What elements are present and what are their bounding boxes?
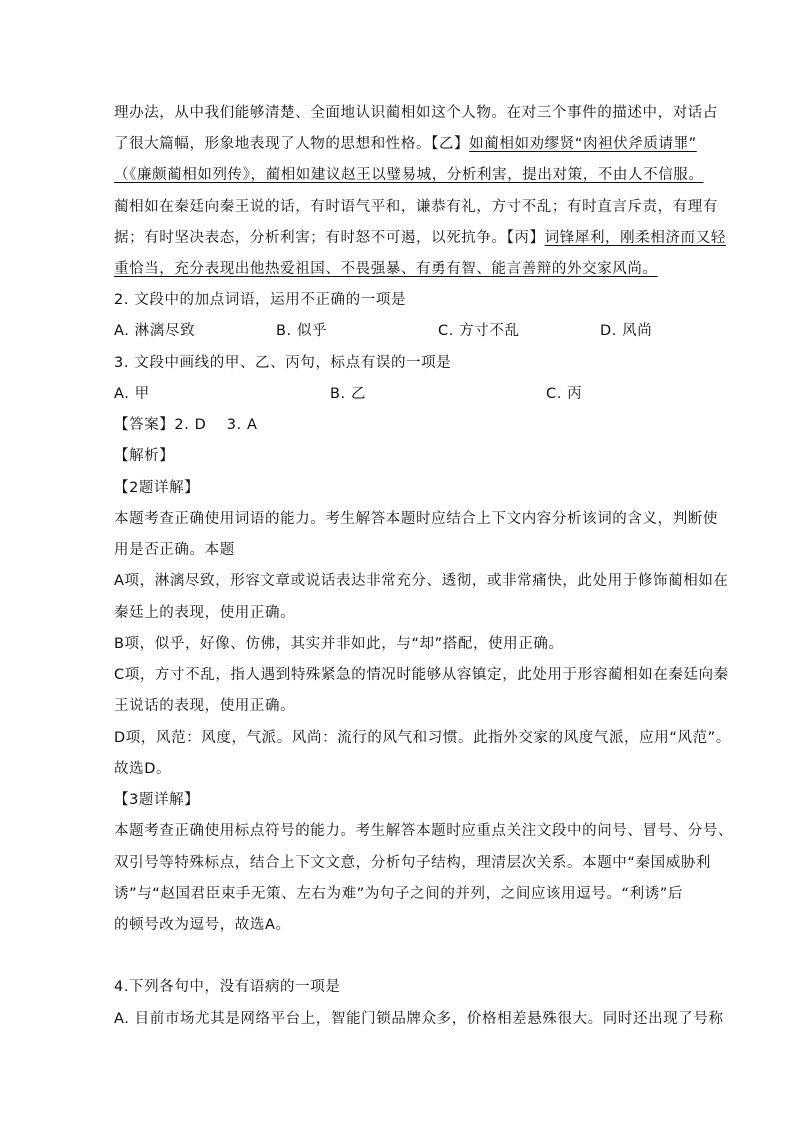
q2-detail-line-8: D项，风范：风度，气派。风尚：流行的风气和习惯。此指外交家的风度气派，应用“风范”。: [114, 730, 731, 746]
question-2-stem: 2. 文段中的加点词语，运用不正确的一项是: [114, 292, 407, 308]
q2-option-c: C. 方寸不乱: [438, 323, 520, 339]
passage-line-2: [114, 134, 697, 154]
q3-detail-line-2: 双引号等特殊标点，结合上下文文意，分析句子结构，理清层次关系。本题中“秦国威胁利: [114, 855, 712, 871]
passage-line-2-text: 了很大篇幅，形象地表现了人物的思想和性格。【乙】: [114, 136, 470, 152]
underlined-sentence-bing-part2: 重恰当，充分表现出他热爱祖国、不畏强暴、有勇有智、能言善辩的外交家风尚。: [114, 261, 658, 277]
question-4-stem: 4.下列各句中，没有语病的一项是: [114, 979, 341, 995]
q2-detail-line-5: B项，似乎，好像、仿佛，其实并非如此，与“却”搭配，使用正确。: [114, 636, 564, 652]
q2-detail-line-4: 秦廷上的表现，使用正确。: [114, 605, 296, 621]
q3-detail-heading: 【3题详解】: [114, 792, 200, 808]
q3-option-b: B. 乙: [330, 386, 367, 402]
q2-detail-line-2: 用是否正确。本题: [114, 542, 235, 558]
passage-line-4: 蔺相如在秦廷向秦王说的话，有时语气平和，谦恭有礼，方寸不乱；有时直言斥责，有理有: [114, 199, 718, 215]
q2-detail-line-9: 故选D。: [114, 761, 172, 777]
passage-line-3: [114, 165, 704, 185]
q4-option-a: A. 目前市场尤其是网络平台上，智能门锁品牌众多，价格相差悬殊很大。同时还出现了号称: [114, 1011, 724, 1027]
q2-detail-line-1: 本题考查正确使用词语的能力。考生解答本题时应结合上下文内容分析该词的含义，判断使: [114, 511, 718, 527]
underlined-sentence-yi-part2: （《廉颇蔺相如列传》，蔺相如建议赵王以璧易城，分析利害，提出对策，不由人不信服。: [114, 167, 704, 183]
passage-line-5: [114, 228, 726, 248]
q2-option-d: D. 风尚: [600, 323, 653, 339]
q2-option-b: B. 似乎: [276, 323, 328, 339]
q3-option-a: A. 甲: [114, 386, 150, 402]
q2-detail-line-7: 王说话的表现，使用正确。: [114, 698, 296, 714]
answer-line: 【答案】2. D 3. A: [114, 417, 258, 433]
question-3-stem: 3. 文段中画线的甲、乙、丙句，标点有误的一项是: [114, 355, 452, 371]
q2-detail-line-6: C项，方寸不乱，指人遇到特殊紧急的情况时能够从容镇定，此处用于形容蔺相如在秦廷向秦: [114, 667, 729, 683]
passage-line-5-text: 据；有时坚决表态，分析利害；有时怒不可遏，以死抗争。【丙】: [114, 230, 545, 246]
underlined-sentence-yi-part1: 如蔺相如劝缪贤“肉袒伏斧质请罪”: [469, 136, 697, 152]
passage-line-1: 理办法，从中我们能够清楚、全面地认识蔺相如这个人物。在对三个事件的描述中，对话占: [114, 105, 718, 121]
q2-option-a: A. 淋漓尽致: [114, 323, 196, 339]
passage-line-6: [114, 259, 658, 279]
q3-detail-line-1: 本题考查正确使用标点符号的能力。考生解答本题时应重点关注文段中的问号、冒号、分号、: [114, 823, 734, 839]
q3-detail-line-4: 的顿号改为逗号，故选A。: [114, 917, 291, 933]
analysis-heading: 【解析】: [114, 448, 175, 464]
q3-option-c: C. 丙: [546, 386, 583, 402]
underlined-sentence-bing-part1: 词锋犀利，刚柔相济而又轻: [544, 230, 726, 246]
q2-detail-heading: 【2题详解】: [114, 480, 200, 496]
q3-detail-line-3: 诱”与“赵国君臣束手无策、左右为难”为句子之间的并列，之间应该用逗号。“利诱”后: [114, 886, 684, 902]
q2-detail-line-3: A项，淋漓尽致，形容文章或说话表达非常充分、透彻，或非常痛快，此处用于修饰蔺相如在: [114, 573, 729, 589]
